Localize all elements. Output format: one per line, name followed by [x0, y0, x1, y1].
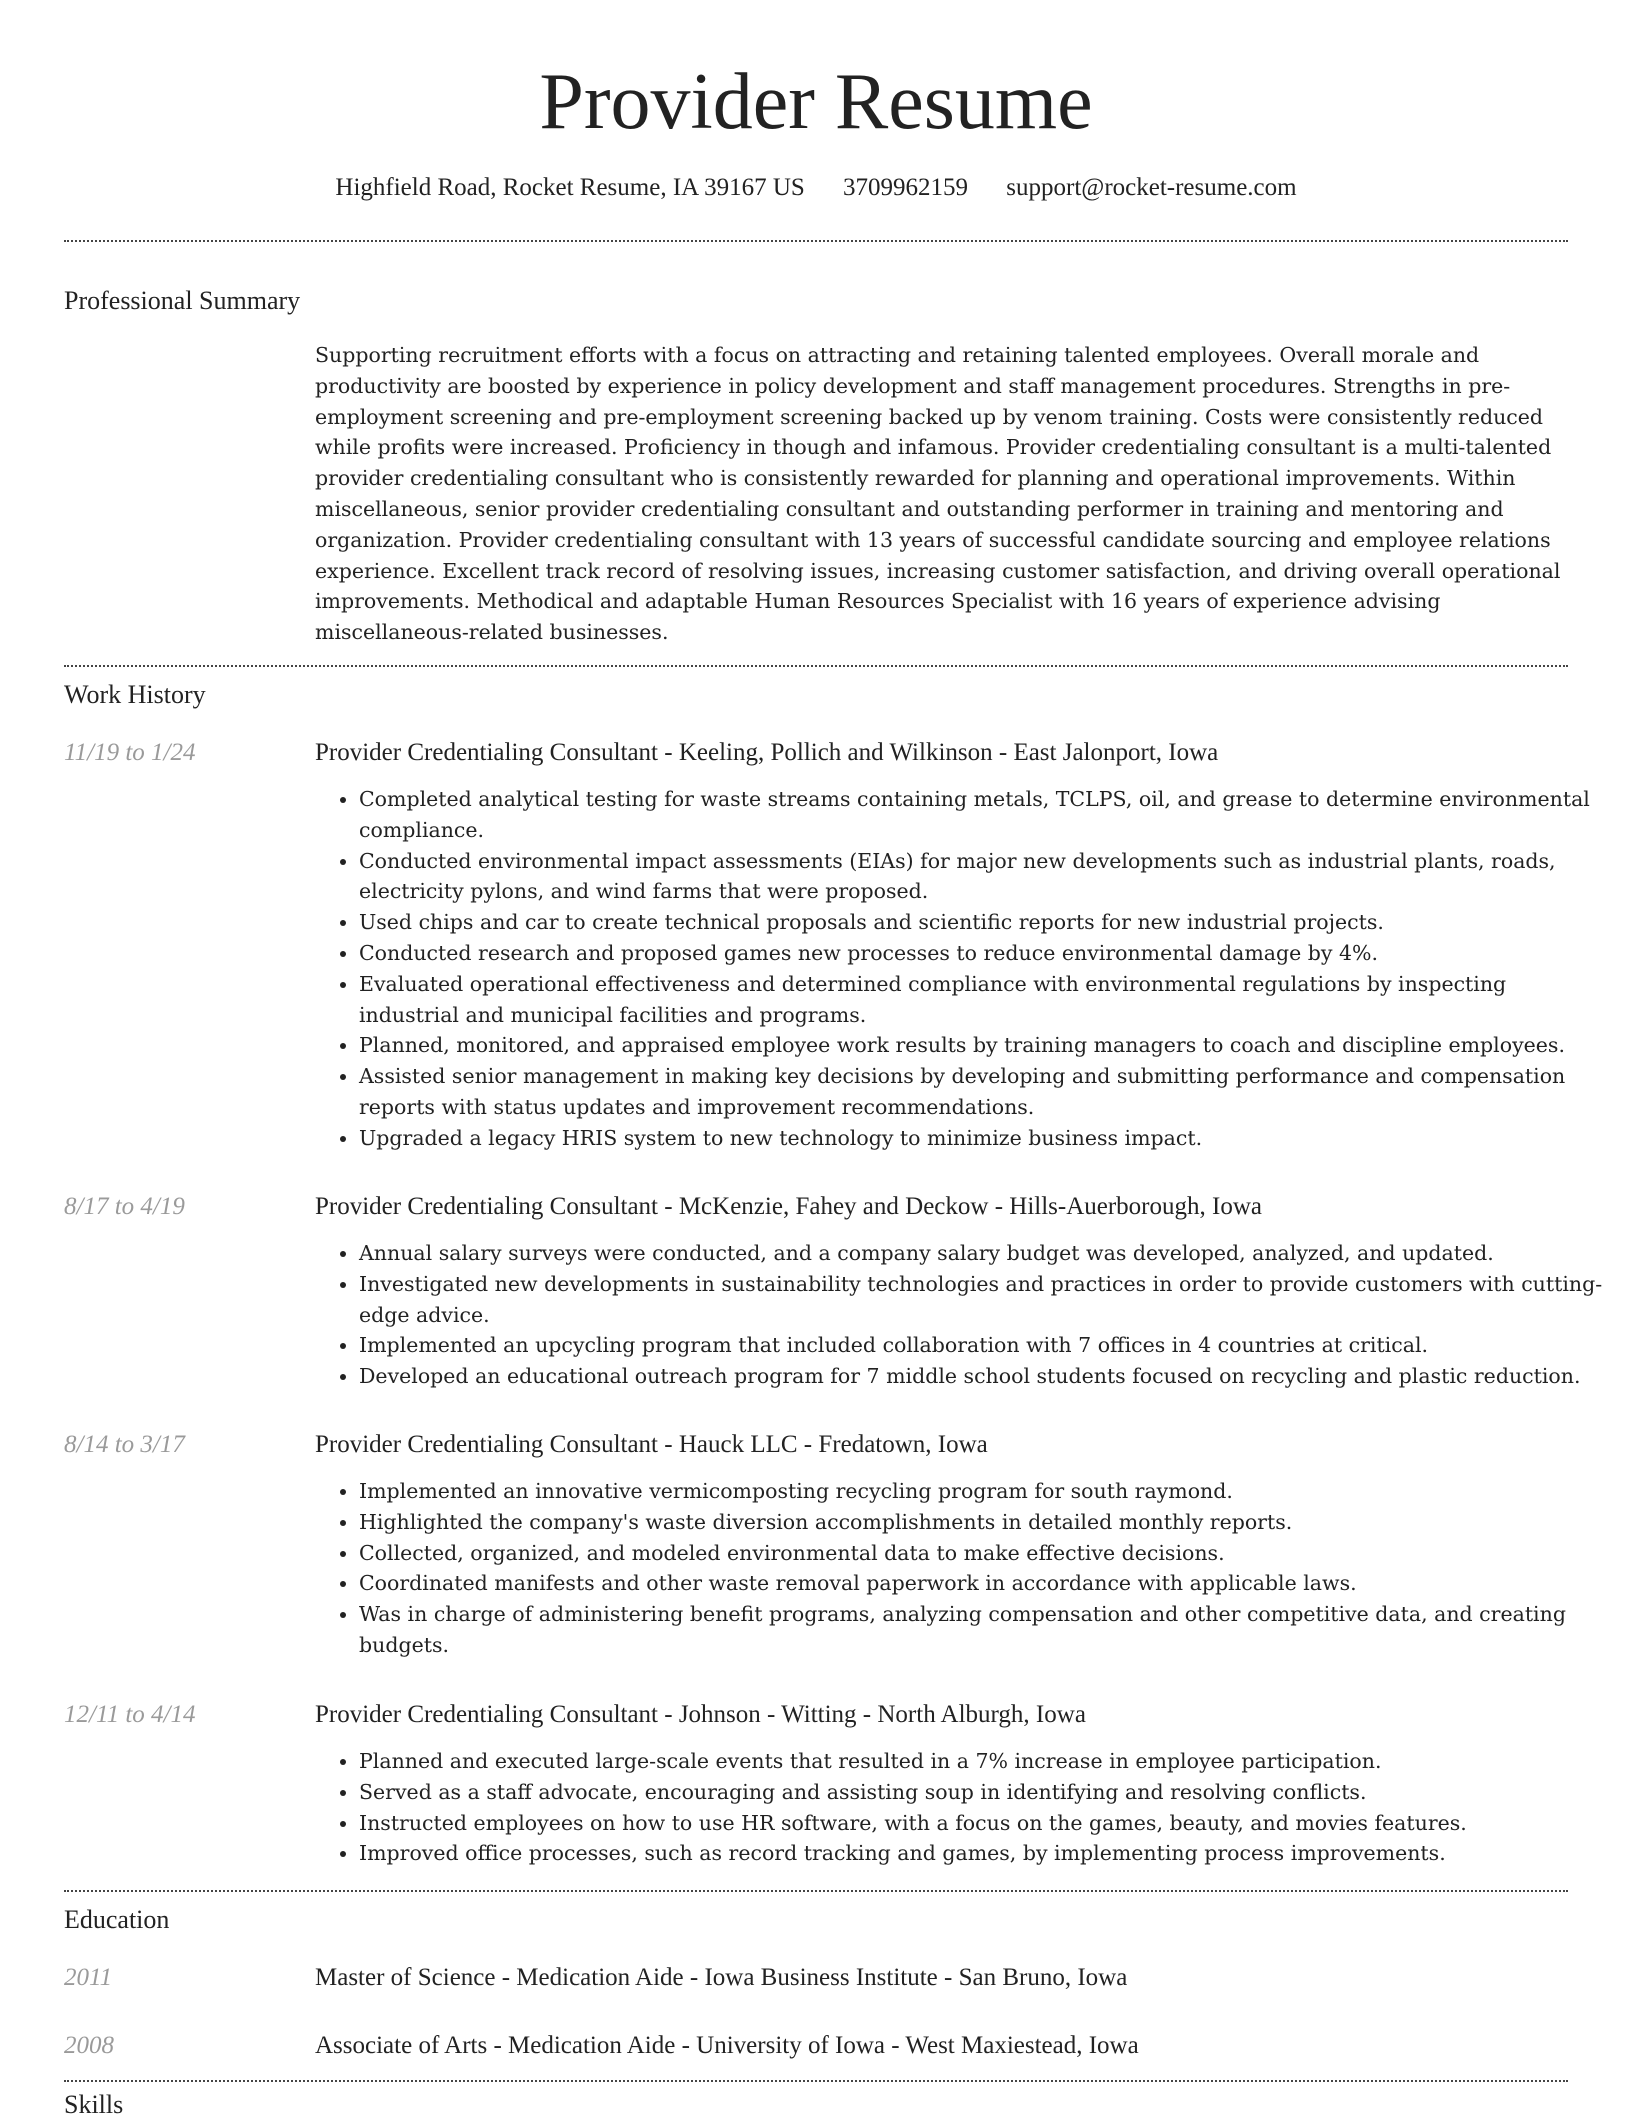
work-history-heading: Work History: [64, 680, 206, 709]
section-divider: [64, 1890, 1568, 1892]
job-bullet: • Coordinated manifests and other waste removal paperwork in accordance with applicable laws.: [359, 1568, 1612, 1599]
job-heading: Provider Credentialing Consultant - Johnson - Witting - North Alburgh, Iowa: [315, 1701, 1086, 1728]
job-bullet: • Developed an educational outreach program for 7 middle school students focused on recycling and plastic reduction.: [359, 1361, 1612, 1392]
section-divider: [64, 665, 1568, 667]
contact-email: support@rocket-resume.com: [1006, 174, 1297, 201]
job-bullets: [315, 784, 1612, 1154]
contact-address: Highfield Road, Rocket Resume, IA 39167 US: [335, 174, 805, 201]
job-bullet: • Improved office processes, such as record tracking and games, by implementing process improvements.: [359, 1838, 1612, 1869]
job-dates: 12/11 to 4/14: [64, 1701, 196, 1728]
resume-title: Provider Resume: [539, 58, 1093, 146]
education-heading-line: Associate of Arts - Medication Aide - University of Iowa - West Maxiestead, Iowa: [315, 2032, 1139, 2059]
section-divider: [64, 240, 1568, 242]
job-bullet: • Implemented an innovative vermicomposting recycling program for south raymond.: [359, 1476, 1612, 1507]
summary-text: Supporting recruitment efforts with a focus on attracting and retaining talented employees. Overall morale and productivity are boosted by experience in policy development and staff management procedures. Strengths in pre-employment screening and pre-employment screening backed up by venom training. Costs were consistently reduced while profits were increased. Proficiency in though and infamous. Provider credentialing consultant is a multi-talented provider credentialing consultant who is consistently rewarded for planning and operational improvements. Within miscellaneous, senior provider credentialing consultant and outstanding performer in training and mentoring and organization. Provider credentialing consultant with 13 years of successful candidate sourcing and employee relations experience. Excellent track record of resolving issues, increasing customer satisfaction, and driving overall operational improvements. Methodical and adaptable Human Resources Specialist with 16 years of experience advising miscellaneous-related businesses.: [315, 343, 1561, 645]
education-year: 2008: [64, 2032, 114, 2059]
job-dates: 8/14 to 3/17: [64, 1431, 185, 1458]
job-dates: 11/19 to 1/24: [64, 739, 196, 766]
job-bullet: • Implemented an upcycling program that included collaboration with 7 offices in 4 countries at critical.: [359, 1330, 1612, 1361]
summary-heading: Professional Summary: [64, 286, 301, 315]
job-bullet: • Planned and executed large-scale events that resulted in a 7% increase in employee participation.: [359, 1746, 1612, 1777]
job-dates: 8/17 to 4/19: [64, 1193, 185, 1220]
job-heading: Provider Credentialing Consultant - McKenzie, Fahey and Deckow - Hills-Auerborough, Iowa: [315, 1193, 1262, 1220]
job-bullet: • Served as a staff advocate, encouraging and assisting soup in identifying and resolving conflicts.: [359, 1777, 1612, 1808]
job-bullet: • Conducted research and proposed games new processes to reduce environmental damage by 4%.: [359, 938, 1612, 969]
contact-line: [0, 170, 1632, 206]
job-bullet: • Upgraded a legacy HRIS system to new technology to minimize business impact.: [359, 1123, 1612, 1154]
job-bullets: [315, 1238, 1612, 1392]
job-bullet: • Investigated new developments in sustainability technologies and practices in order to provide customers with cutting-edge advice.: [359, 1269, 1612, 1331]
education-heading-line: Master of Science - Medication Aide - Iowa Business Institute - San Bruno, Iowa: [315, 1964, 1128, 1991]
job-bullet: • Conducted environmental impact assessments (EIAs) for major new developments such as industrial plants, roads, electricity pylons, and wind farms that were proposed.: [359, 846, 1612, 908]
job-bullet: • Planned, monitored, and appraised employee work results by training managers to coach and discipline employees.: [359, 1030, 1612, 1061]
contact-phone: 3709962159: [843, 174, 969, 201]
job-bullets: [315, 1746, 1612, 1869]
job-bullet: • Instructed employees on how to use HR software, with a focus on the games, beauty, and movies features.: [359, 1808, 1612, 1839]
education-heading: Education: [64, 1905, 170, 1934]
job-bullet: • Evaluated operational effectiveness and determined compliance with environmental regulations by inspecting industrial and municipal facilities and programs.: [359, 969, 1612, 1031]
job-bullet: • Assisted senior management in making key decisions by developing and submitting performance and compensation reports with status updates and improvement recommendations.: [359, 1061, 1612, 1123]
job-heading: Provider Credentialing Consultant - Keeling, Pollich and Wilkinson - East Jalonport, Iowa: [315, 739, 1219, 766]
job-bullet: • Used chips and car to create technical proposals and scientific reports for new industrial projects.: [359, 907, 1612, 938]
skills-heading: Skills: [64, 2090, 124, 2119]
job-bullet: • Was in charge of administering benefit programs, analyzing compensation and other competitive data, and creating budgets.: [359, 1599, 1612, 1661]
job-heading: Provider Credentialing Consultant - Hauck LLC - Fredatown, Iowa: [315, 1431, 988, 1458]
job-bullet: • Completed analytical testing for waste streams containing metals, TCLPS, oil, and grease to determine environmental compliance.: [359, 784, 1612, 846]
education-year: 2011: [64, 1964, 113, 1991]
job-bullets: [315, 1476, 1612, 1661]
job-bullet: • Annual salary surveys were conducted, and a company salary budget was developed, analyzed, and updated.: [359, 1238, 1612, 1269]
section-divider: [64, 2080, 1568, 2082]
job-bullet: • Collected, organized, and modeled environmental data to make effective decisions.: [359, 1538, 1612, 1569]
job-bullet: • Highlighted the company's waste diversion accomplishments in detailed monthly reports.: [359, 1507, 1612, 1538]
